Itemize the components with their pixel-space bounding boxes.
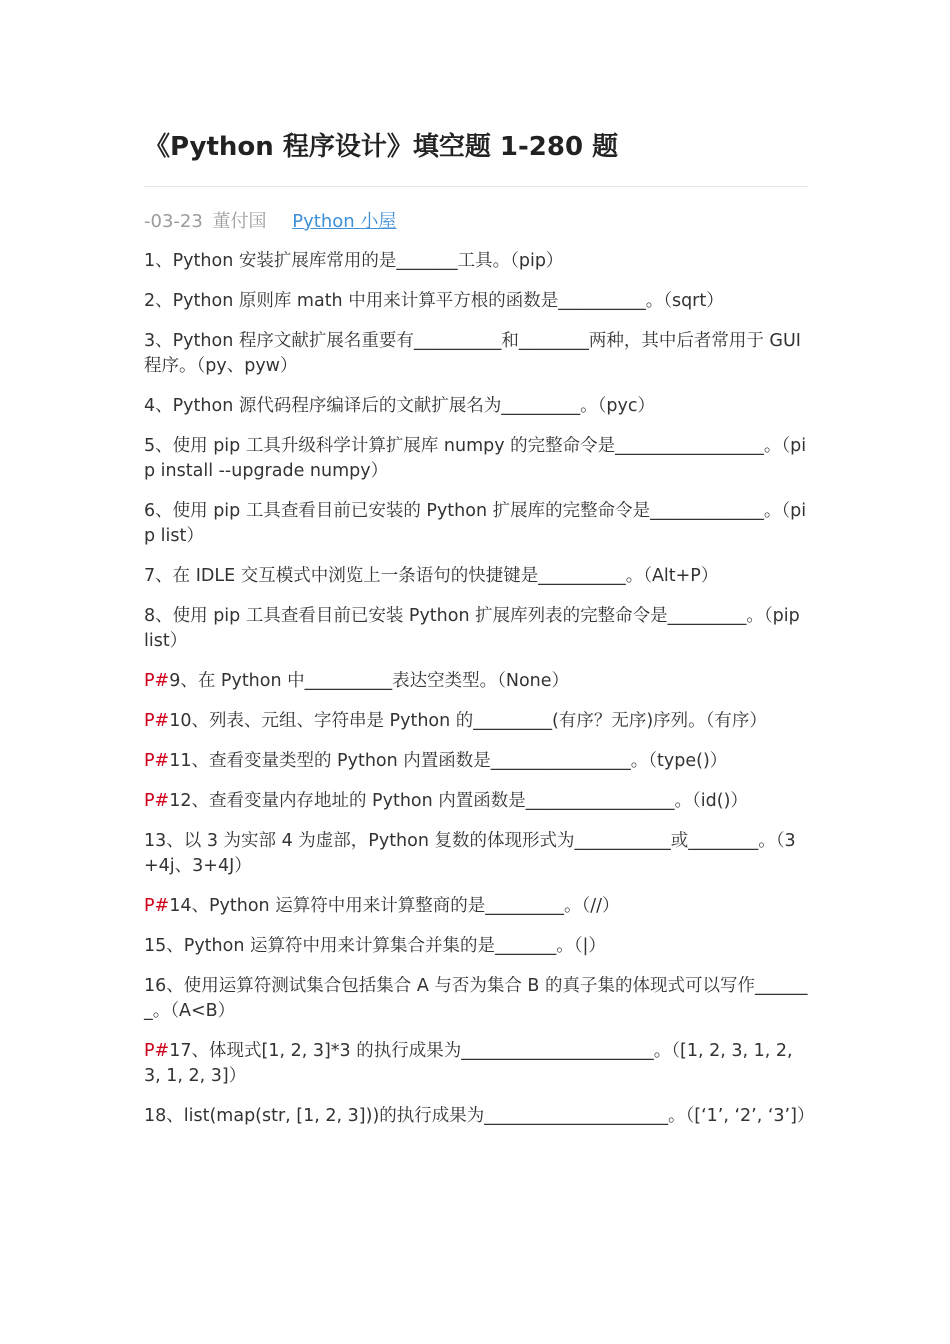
question-text: 12、查看变量内存地址的 Python 内置函数是_________________。（id()）	[169, 791, 748, 811]
question-item	[144, 1104, 815, 1129]
question-text: 8、使用 pip 工具查看目前已安装 Python 扩展库列表的完整命令是_________。（pip list）	[144, 606, 800, 651]
question-text: 5、使用 pip 工具升级科学计算扩展库 numpy 的完整命令是_________________。（pip install --upgrade numpy）	[144, 436, 807, 481]
question-mark: P#	[144, 711, 170, 731]
article-meta	[144, 209, 808, 235]
account-link[interactable]: Python 小屋	[292, 211, 397, 232]
question-item	[144, 934, 808, 959]
title-divider	[144, 186, 808, 187]
question-mark: P#	[144, 791, 170, 811]
question-item	[144, 829, 808, 879]
question-item	[144, 709, 808, 734]
question-item	[144, 789, 808, 814]
question-item	[144, 564, 808, 589]
question-item	[144, 894, 808, 919]
question-text: 11、查看变量类型的 Python 内置函数是________________。（type()）	[169, 751, 728, 771]
question-item	[144, 1039, 808, 1089]
question-item	[144, 329, 808, 379]
question-text: 18、list(map(str, [1, 2, 3]))的执行成果为_____________________。（[‘1’, ‘2’, ‘3’]）	[144, 1106, 815, 1126]
question-item	[144, 499, 808, 549]
question-item	[144, 394, 808, 419]
question-text: 17、体现式[1, 2, 3]*3 的执行成果为______________________。（[1, 2, 3, 1, 2, 3, 1, 2, 3]）	[144, 1041, 793, 1086]
question-text: 6、使用 pip 工具查看目前已安装的 Python 扩展库的完整命令是_____________。（pip list）	[144, 501, 807, 546]
question-mark: P#	[144, 671, 170, 691]
question-text: 15、Python 运算符中用来计算集合并集的是_______。（|）	[144, 936, 606, 956]
author-name: 董付国	[212, 211, 267, 232]
question-item	[144, 974, 808, 1024]
question-item	[144, 289, 808, 314]
question-item	[144, 604, 808, 654]
question-list	[144, 249, 815, 1129]
question-item	[144, 669, 808, 694]
question-text: 10、列表、元组、字符串是 Python 的_________(有序？无序)序列。（有序）	[169, 711, 767, 731]
question-text: 7、在 IDLE 交互模式中浏览上一条语句的快捷键是__________。（Alt+P）	[144, 566, 719, 586]
question-item	[144, 749, 808, 774]
question-text: 1、Python 安装扩展库常用的是_______工具。（pip）	[144, 251, 564, 271]
question-item	[144, 249, 808, 274]
publish-date: -03-23	[144, 211, 203, 232]
question-mark: P#	[144, 751, 170, 771]
question-text: 16、使用运算符测试集合包括集合 A 与否为集合 B 的真子集的体现式可以写作_______。（A<B）	[144, 976, 808, 1021]
question-text: 2、Python 原则库 math 中用来计算平方根的函数是__________。（sqrt）	[144, 291, 724, 311]
question-mark: P#	[144, 1041, 170, 1061]
question-text: 4、Python 源代码程序编译后的文献扩展名为_________。（pyc）	[144, 396, 655, 416]
question-text: 13、以 3 为实部 4 为虚部，Python 复数的体现形式为___________或________。（3+4j、3+4J）	[144, 831, 796, 876]
question-text: 14、Python 运算符中用来计算整商的是_________。（//）	[169, 896, 620, 916]
document-page	[144, 128, 815, 1144]
question-mark: P#	[144, 896, 170, 916]
question-text: 3、Python 程序文献扩展名重要有__________和________两种，其中后者常用于 GUI 程序。（py、pyw）	[144, 331, 801, 376]
question-text: 9、在 Python 中__________表达空类型。（None）	[169, 671, 570, 691]
page-title: 《Python 程序设计》填空题 1-280 题	[144, 132, 619, 162]
question-item	[144, 434, 808, 484]
